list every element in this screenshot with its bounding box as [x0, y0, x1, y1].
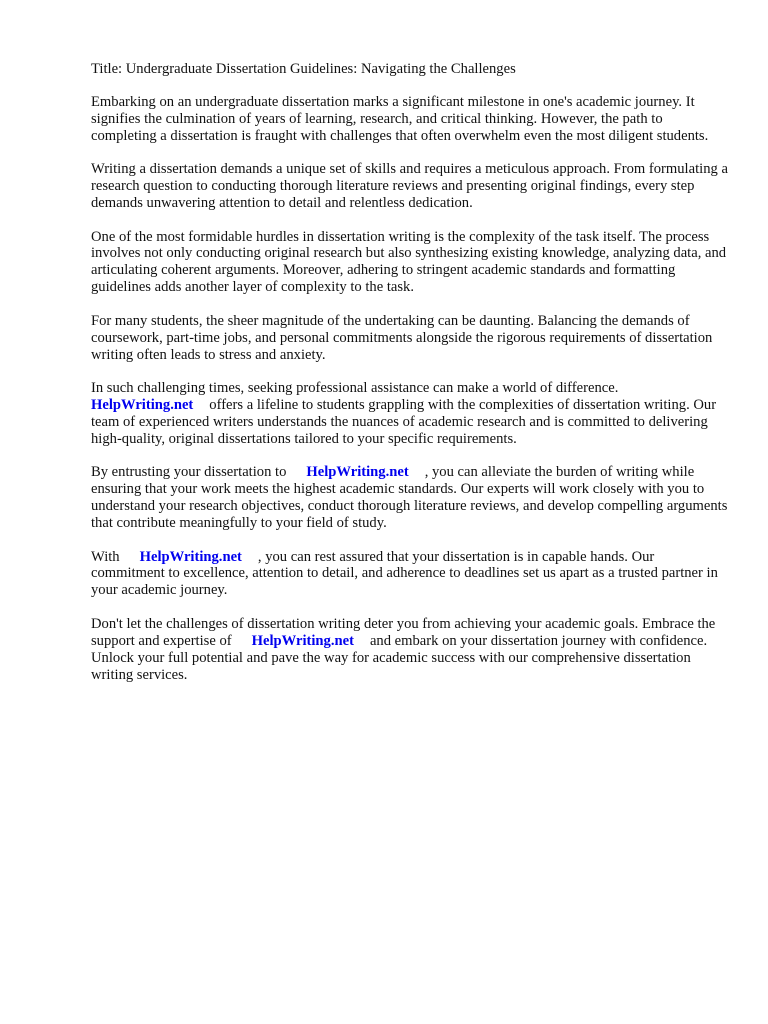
paragraph-5: [91, 380, 731, 448]
helpwriting-link[interactable]: HelpWriting.net: [91, 396, 194, 413]
paragraph-7-text-end: , you can rest assured that your dissertation is in capable hands. Our commitment to excellence, attention to detail, and adherence to deadlines set us apart as a trusted partner in your academic journey.: [91, 548, 718, 599]
document-page: [91, 61, 731, 700]
paragraph-8-text-end: and embark on your dissertation journey with confidence. Unlock your full potential and pave the way for academic success with our comprehensive dissertation writing services.: [91, 632, 708, 683]
paragraph-7-text-start: With: [91, 548, 120, 565]
document-title: Title: Undergraduate Dissertation Guidelines: Navigating the Challenges: [91, 61, 516, 77]
paragraph-8: [91, 616, 731, 684]
paragraph-7: [91, 549, 731, 600]
paragraph-5-text-end: offers a lifeline to students grappling with the complexities of dissertation writing. Our team of experienced writers understands the nuances of academic research and is committed to delivering high-quality, original dissertations tailored to your specific requirements.: [91, 396, 717, 447]
paragraph-6-text-start: By entrusting your dissertation to: [91, 464, 287, 481]
helpwriting-link[interactable]: HelpWriting.net: [306, 464, 409, 481]
paragraph-6: [91, 464, 731, 532]
paragraph-4: For many students, the sheer magnitude of the undertaking can be daunting. Balancing the demands of coursework, part-time jobs, and personal commitments alongside the rigorous requirements of dissertation writing often leads to stress and anxiety.: [91, 312, 713, 363]
paragraph-8-text-start: Don't let the challenges of dissertation writing deter you from achieving your academic goals. Embrace the support and expertise of: [91, 615, 716, 649]
paragraph-1: Embarking on an undergraduate dissertation marks a significant milestone in one's academic journey. It signifies the culmination of years of learning, research, and critical thinking. However, the path to completing a dissertation is fraught with challenges that often overwhelm even the most diligent students.: [91, 93, 709, 144]
paragraph-5-text-start: In such challenging times, seeking professional assistance can make a world of difference.: [91, 380, 619, 397]
paragraph-2: Writing a dissertation demands a unique set of skills and requires a meticulous approach. From formulating a research question to conducting thorough literature reviews and presenting original findings, every step demands unwavering attention to detail and relentless dedication.: [91, 161, 728, 212]
paragraph-6-text-end: , you can alleviate the burden of writing while ensuring that your work meets the highest academic standards. Our experts will work closely with you to understand your research objectives, conduct thorough literature reviews, and develop compelling arguments that contribute meaningfully to your field of study.: [91, 464, 728, 531]
helpwriting-link[interactable]: HelpWriting.net: [139, 548, 242, 565]
helpwriting-link[interactable]: HelpWriting.net: [251, 632, 354, 649]
paragraph-3: One of the most formidable hurdles in dissertation writing is the complexity of the task itself. The process involves not only conducting original research but also synthesizing existing knowledge, analyzing data, and articulating coherent arguments. Moreover, adhering to stringent academic standards and formatting guidelines adds another layer of complexity to the task.: [91, 228, 727, 296]
